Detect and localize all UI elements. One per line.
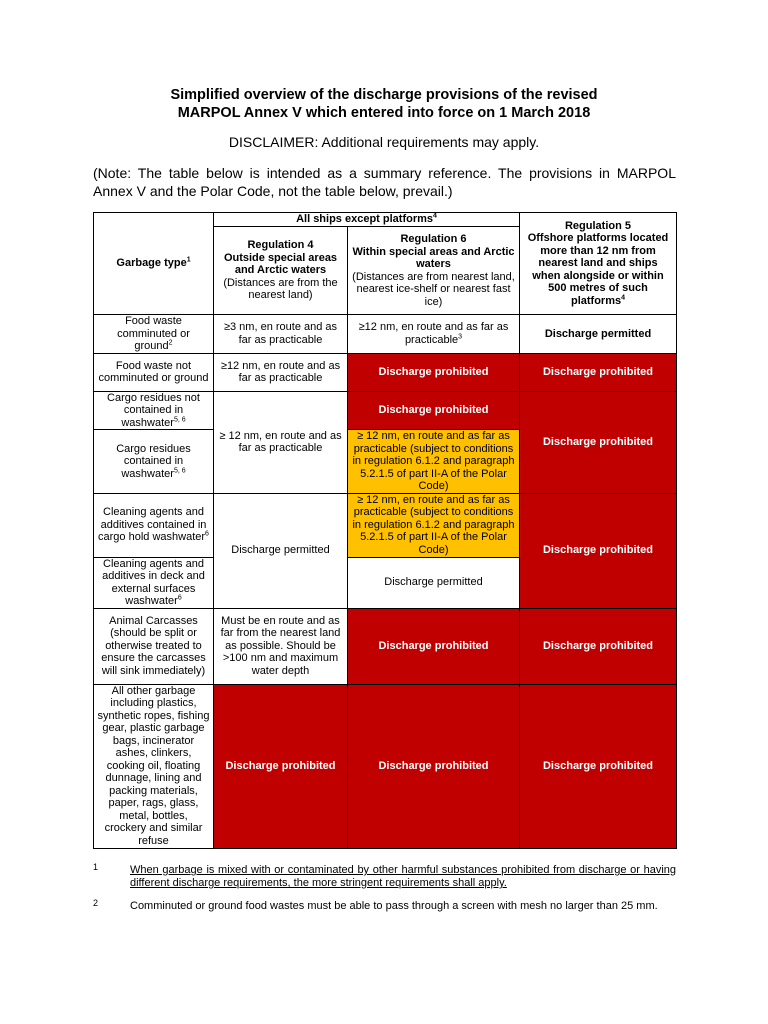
note: (Note: The table below is intended as a summary reference. The provisions in MARPOL Annex V and the Polar Code, not the table below, prevail.) (93, 165, 676, 199)
regulation-6-cell: Discharge prohibited (348, 608, 520, 684)
regulation-6-cell: ≥ 12 nm, en route and as far as practicable (subject to conditions in regulation 6.1.2 and paragraph 5.2.1.5 of part II-A of the Polar Code) (348, 493, 520, 557)
regulation-4-cell: ≥12 nm, en route and as far as practicable (214, 353, 348, 391)
regulation-4-header: Regulation 4 Outside special areas and Arctic waters (Distances are from the nearest land) (214, 227, 348, 315)
title-line-1: Simplified overview of the discharge provisions of the revised (170, 87, 598, 103)
regulation-6-cell: Discharge prohibited (348, 391, 520, 430)
garbage-type-header: Garbage type$^1$ (94, 213, 214, 315)
garbage-type-cell: Food waste comminuted or ground$^2$ (94, 315, 214, 354)
garbage-type-cell: All other garbage including plastics, synthetic ropes, fishing gear, plastic garbage bags, incinerator ashes, clinkers, cooking oil, floating dunnage, lining and packing materials, paper, rags, glass, metal, bottles, crockery and similar refuse (94, 684, 214, 848)
regulation-4-cell: Discharge prohibited (214, 684, 348, 848)
regulation-6-cell: Discharge prohibited (348, 353, 520, 391)
document-title (60, 86, 708, 122)
regulation-5-cell: Discharge prohibited (520, 353, 677, 391)
table-row (94, 493, 677, 557)
regulation-4-cell: Discharge permitted (214, 493, 348, 608)
regulation-4-cell: Must be en route and as far from the nearest land as possible. Should be >100 nm and maximum water depth (214, 608, 348, 684)
table-row (94, 391, 677, 430)
regulation-5-cell: Discharge permitted (520, 315, 677, 354)
table-row (94, 315, 677, 354)
garbage-type-cell: Cargo residues contained in washwater$^{5, 6}$ (94, 430, 214, 494)
regulation-5-cell: Discharge prohibited (520, 608, 677, 684)
garbage-type-cell: Cleaning agents and additives in deck and external surfaces washwater$^6$ (94, 557, 214, 608)
garbage-type-cell: Animal Carcasses (should be split or otherwise treated to ensure the carcasses will sink immediately) (94, 608, 214, 684)
footnote-1 (93, 864, 676, 894)
footnote-text: When garbage is mixed with or contaminated by other harmful substances prohibited from discharge or having different discharge requirements, the more stringent requirements shall apply. (130, 864, 676, 889)
table-row (94, 608, 677, 684)
title-line-2: MARPOL Annex V which entered into force on 1 March 2018 (177, 105, 591, 121)
regulation-6-cell: Discharge permitted (348, 557, 520, 608)
footnote-number: 2 (93, 898, 99, 908)
all-ships-header: All ships except platforms$^4$ (214, 213, 520, 227)
regulation-6-cell: Discharge prohibited (348, 684, 520, 848)
regulation-6-cell: ≥12 nm, en route and as far as practicable$^3$ (348, 315, 520, 354)
regulation-5-cell: Discharge prohibited (520, 391, 677, 493)
regulation-6-cell: ≥ 12 nm, en route and as far as practicable (subject to conditions in regulation 6.1.2 and paragraph 5.2.1.5 of part II-A of the Polar Code) (348, 430, 520, 494)
regulation-5-cell: Discharge prohibited (520, 493, 677, 608)
garbage-type-cell: Cargo residues not contained in washwater$^{5, 6}$ (94, 391, 214, 430)
regulation-4-cell: ≥3 nm, en route and as far as practicable (214, 315, 348, 354)
disclaimer: DISCLAIMER: Additional requirements may apply. (228, 134, 540, 150)
garbage-type-cell: Food waste not comminuted or ground (94, 353, 214, 391)
regulation-5-cell: Discharge prohibited (520, 684, 677, 848)
footnote-2 (93, 900, 676, 916)
table-row (94, 353, 677, 391)
table-row (94, 684, 677, 848)
regulation-4-cell: ≥ 12 nm, en route and as far as practicable (214, 391, 348, 493)
regulation-6-header: Regulation 6 Within special areas and Arctic waters (Distances are from nearest land, nearest ice-shelf or nearest fast ice) (348, 227, 520, 315)
garbage-type-cell: Cleaning agents and additives contained in cargo hold washwater$^6$ (94, 493, 214, 557)
regulation-5-header: Regulation 5 Offshore platforms located more than 12 nm from nearest land and ships when alongside or within 500 metres of such platforms$^4$ (520, 213, 677, 315)
discharge-table (93, 212, 677, 849)
footnote-text: Comminuted or ground food wastes must be able to pass through a screen with mesh no larger than 25 mm. (130, 900, 658, 912)
footnote-number: 1 (93, 862, 99, 872)
